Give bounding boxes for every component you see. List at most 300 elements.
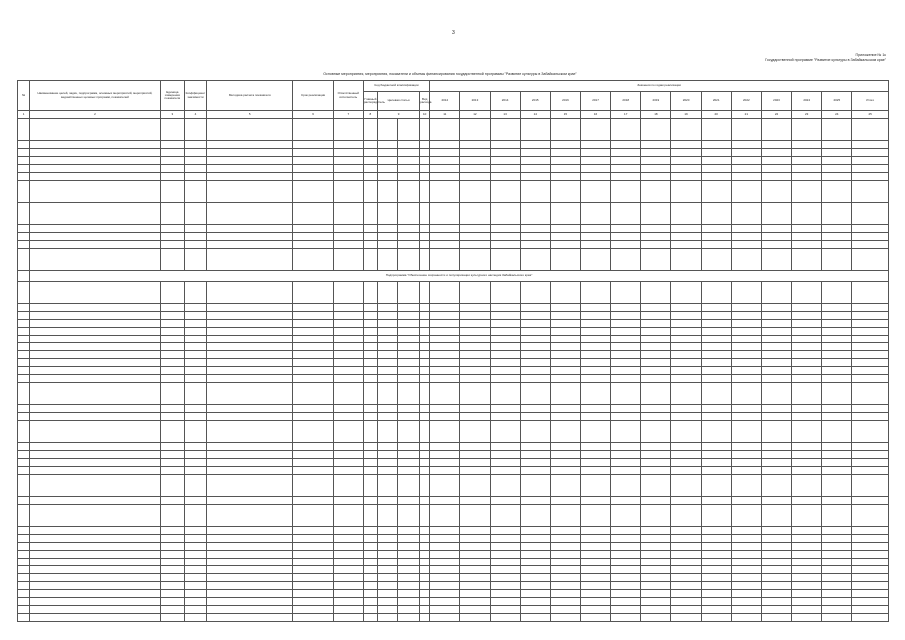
table-cell [398,574,420,582]
table-cell [398,240,420,248]
table-cell [641,367,671,375]
table-cell [520,327,550,335]
table-cell [160,303,184,311]
table-row [18,405,889,413]
table-cell [822,598,852,606]
table-cell [580,367,610,375]
table-cell [580,281,610,303]
table-cell [18,141,30,149]
table-cell [520,458,550,466]
table-cell [671,466,701,474]
table-cell [377,613,397,621]
table-cell [550,311,580,319]
table-cell [580,351,610,359]
table-cell [580,311,610,319]
table-cell [701,343,731,351]
table-cell [160,327,184,335]
table-cell [701,240,731,248]
table-cell [363,474,377,496]
table-row [18,590,889,598]
table-cell [822,605,852,613]
table-cell [30,550,161,558]
table-cell [822,164,852,172]
table-cell [550,248,580,270]
table-cell [520,156,550,164]
table-cell [731,504,761,526]
table-cell [460,367,490,375]
table-cell [460,343,490,351]
table-cell [460,590,490,598]
table-cell [822,413,852,421]
table-cell [30,311,161,319]
table-cell [377,598,397,606]
table-cell [160,496,184,504]
table-cell [293,542,333,550]
table-cell [18,466,30,474]
table-cell [520,405,550,413]
table-cell [852,303,889,311]
table-cell [398,180,420,202]
table-cell [333,420,363,442]
table-cell [363,466,377,474]
table-cell [377,550,397,558]
table-cell [550,343,580,351]
table-cell [18,232,30,240]
table-cell [641,281,671,303]
table-cell [398,375,420,383]
table-cell [333,582,363,590]
table-cell [611,281,641,303]
table-cell [671,383,701,405]
table-cell [398,335,420,343]
table-cell [184,582,206,590]
table-cell [398,202,420,224]
table-cell [160,172,184,180]
table-cell [293,118,333,140]
column-index: 2 [30,111,161,119]
table-cell [731,383,761,405]
table-cell [184,180,206,202]
table-cell [420,474,430,496]
table-cell [18,451,30,459]
table-cell [333,367,363,375]
table-cell [550,496,580,504]
table-cell [333,118,363,140]
table-cell [207,303,293,311]
table-cell [363,451,377,459]
table-cell [671,420,701,442]
table-cell [30,534,161,542]
table-cell [792,164,822,172]
table-cell [550,613,580,621]
table-cell [398,327,420,335]
table-cell [641,343,671,351]
table-cell [490,542,520,550]
table-cell [490,202,520,224]
table-cell [731,343,761,351]
table-cell [420,496,430,504]
table-cell [550,566,580,574]
table-cell [420,605,430,613]
table-cell [822,351,852,359]
table-cell [184,566,206,574]
table-cell [420,248,430,270]
table-cell [490,327,520,335]
table-cell [363,605,377,613]
header-year: 2017 [580,92,610,111]
table-cell [731,420,761,442]
table-cell [490,566,520,574]
table-cell [363,148,377,156]
table-cell [520,375,550,383]
table-cell [490,375,520,383]
table-cell [490,172,520,180]
table-cell [333,311,363,319]
column-index: 22 [761,111,791,119]
header-year: 2013 [460,92,490,111]
table-cell [611,319,641,327]
table-cell [333,335,363,343]
table-cell [460,359,490,367]
table-cell [363,534,377,542]
table-cell [333,180,363,202]
table-cell [580,590,610,598]
table-cell [822,240,852,248]
table-cell [460,451,490,459]
table-cell [792,582,822,590]
table-cell [363,496,377,504]
table-cell [550,118,580,140]
table-cell [731,367,761,375]
table-cell [293,240,333,248]
table-cell [293,504,333,526]
table-cell [792,550,822,558]
table-cell [641,451,671,459]
header-coef: Коэффициент значимости [184,81,206,111]
table-cell [293,574,333,582]
table-cell [420,458,430,466]
table-cell [460,164,490,172]
column-index: 17 [611,111,641,119]
table-cell [520,311,550,319]
table-cell [761,148,791,156]
table-cell [550,458,580,466]
table-cell [490,474,520,496]
table-cell [30,526,161,534]
table-cell [520,180,550,202]
table-cell [398,526,420,534]
table-cell [490,118,520,140]
table-cell [398,443,420,451]
table-cell [184,232,206,240]
table-cell [792,311,822,319]
table-cell [377,180,397,202]
table-cell [761,240,791,248]
table-cell [852,613,889,621]
table-cell [731,443,761,451]
table-cell [30,156,161,164]
table-cell [207,542,293,550]
table-cell [520,351,550,359]
table-cell [731,566,761,574]
table-cell [363,598,377,606]
table-cell [671,311,701,319]
table-cell [377,582,397,590]
table-cell [852,420,889,442]
table-cell [430,232,460,240]
table-cell [671,496,701,504]
table-cell [550,605,580,613]
table-cell [293,172,333,180]
table-cell [611,141,641,149]
table-cell [207,202,293,224]
table-cell [398,413,420,421]
table-cell [641,582,671,590]
table-cell [160,335,184,343]
table-cell [611,558,641,566]
column-index-row [18,111,889,119]
table-cell [430,443,460,451]
table-cell [18,443,30,451]
table-cell [852,351,889,359]
table-cell [160,566,184,574]
table-cell [822,156,852,164]
table-cell [701,451,731,459]
table-cell [761,172,791,180]
table-cell [852,156,889,164]
table-cell [207,458,293,466]
table-cell [852,542,889,550]
table-cell [430,605,460,613]
table-cell [333,248,363,270]
table-cell [207,474,293,496]
table-cell [420,172,430,180]
table-cell [160,141,184,149]
table-cell [641,202,671,224]
table-cell [701,534,731,542]
table-cell [293,582,333,590]
table-cell [671,590,701,598]
table-cell [460,605,490,613]
table-cell [293,566,333,574]
table-cell [761,474,791,496]
table-cell [398,405,420,413]
table-cell [160,319,184,327]
column-index: 24 [822,111,852,119]
table-cell [184,590,206,598]
table-cell [207,335,293,343]
table-cell [792,558,822,566]
table-cell [30,590,161,598]
table-cell [792,359,822,367]
table-cell [852,202,889,224]
table-cell [207,582,293,590]
table-cell [792,156,822,164]
table-cell [377,496,397,504]
table-cell [641,375,671,383]
table-cell [792,224,822,232]
table-cell [761,367,791,375]
table-cell [550,202,580,224]
table-cell [160,474,184,496]
table-cell [641,542,671,550]
table-cell [580,180,610,202]
table-cell [731,550,761,558]
table-cell [641,172,671,180]
table-cell [822,383,852,405]
table-cell [184,534,206,542]
table-cell [520,224,550,232]
table-cell [852,224,889,232]
table-cell [580,542,610,550]
table-cell [641,118,671,140]
table-cell [611,148,641,156]
table-cell [18,375,30,383]
column-index: 8 [363,111,377,119]
header-year: 2015 [520,92,550,111]
header-period: Срок реализации [293,81,333,111]
table-cell [822,311,852,319]
table-cell [731,281,761,303]
table-cell [852,413,889,421]
table-cell [333,590,363,598]
table-cell [641,405,671,413]
table-cell [550,224,580,232]
table-row [18,375,889,383]
table-cell [701,474,731,496]
table-cell [671,405,701,413]
table-cell [30,232,161,240]
table-cell [641,413,671,421]
table-cell [420,405,430,413]
table-cell [822,496,852,504]
table-cell [160,224,184,232]
table-cell [611,240,641,248]
table-cell [398,359,420,367]
table-cell [30,303,161,311]
table-cell [420,598,430,606]
table-cell [761,359,791,367]
table-cell [671,148,701,156]
table-cell [490,405,520,413]
table-cell [611,566,641,574]
table-cell [550,375,580,383]
table-cell [822,574,852,582]
table-cell [377,542,397,550]
table-cell [333,232,363,240]
table-row [18,172,889,180]
table-cell [490,248,520,270]
table-cell [611,420,641,442]
table-cell [671,281,701,303]
table-cell [761,466,791,474]
table-cell [822,474,852,496]
table-cell [792,118,822,140]
table-cell [580,574,610,582]
column-index: 15 [550,111,580,119]
table-cell [520,598,550,606]
table-cell [520,451,550,459]
table-cell [377,590,397,598]
table-cell [671,526,701,534]
table-cell [580,118,610,140]
table-cell [30,281,161,303]
table-cell [398,118,420,140]
table-cell [611,375,641,383]
table-cell [611,582,641,590]
table-cell [520,582,550,590]
table-cell [641,351,671,359]
table-cell [160,526,184,534]
table-cell [430,164,460,172]
table-cell [184,351,206,359]
table-cell [490,613,520,621]
table-cell [420,164,430,172]
table-cell [792,148,822,156]
table-cell [852,526,889,534]
table-cell [671,343,701,351]
table-cell [293,351,333,359]
table-cell [641,303,671,311]
table-cell [184,311,206,319]
table-row [18,180,889,202]
table-cell [852,359,889,367]
header-vr: Вид расхода [420,92,430,111]
table-cell [363,248,377,270]
table-cell [18,605,30,613]
table-cell [30,558,161,566]
table-cell [184,605,206,613]
header-unit: Единица измерения показателя [160,81,184,111]
table-cell [731,248,761,270]
table-cell [822,172,852,180]
table-row [18,504,889,526]
table-cell [852,281,889,303]
table-cell [377,504,397,526]
table-cell [160,351,184,359]
table-cell [460,281,490,303]
table-cell [377,248,397,270]
table-cell [520,534,550,542]
table-cell [398,474,420,496]
table-cell [430,566,460,574]
table-cell [333,526,363,534]
table-cell [420,327,430,335]
table-cell [550,319,580,327]
table-cell [792,202,822,224]
table-cell [490,466,520,474]
table-cell [520,319,550,327]
table-cell [731,558,761,566]
table-cell [430,303,460,311]
table-row [18,458,889,466]
table-cell [580,598,610,606]
table-cell [30,240,161,248]
table-cell [701,420,731,442]
table-cell [333,574,363,582]
table-cell [430,405,460,413]
table-cell [377,343,397,351]
table-cell [430,474,460,496]
table-cell [207,590,293,598]
table-cell [430,458,460,466]
table-cell [611,156,641,164]
table-cell [611,351,641,359]
table-cell [460,558,490,566]
table-cell [333,172,363,180]
table-cell [611,327,641,335]
table-cell [377,232,397,240]
